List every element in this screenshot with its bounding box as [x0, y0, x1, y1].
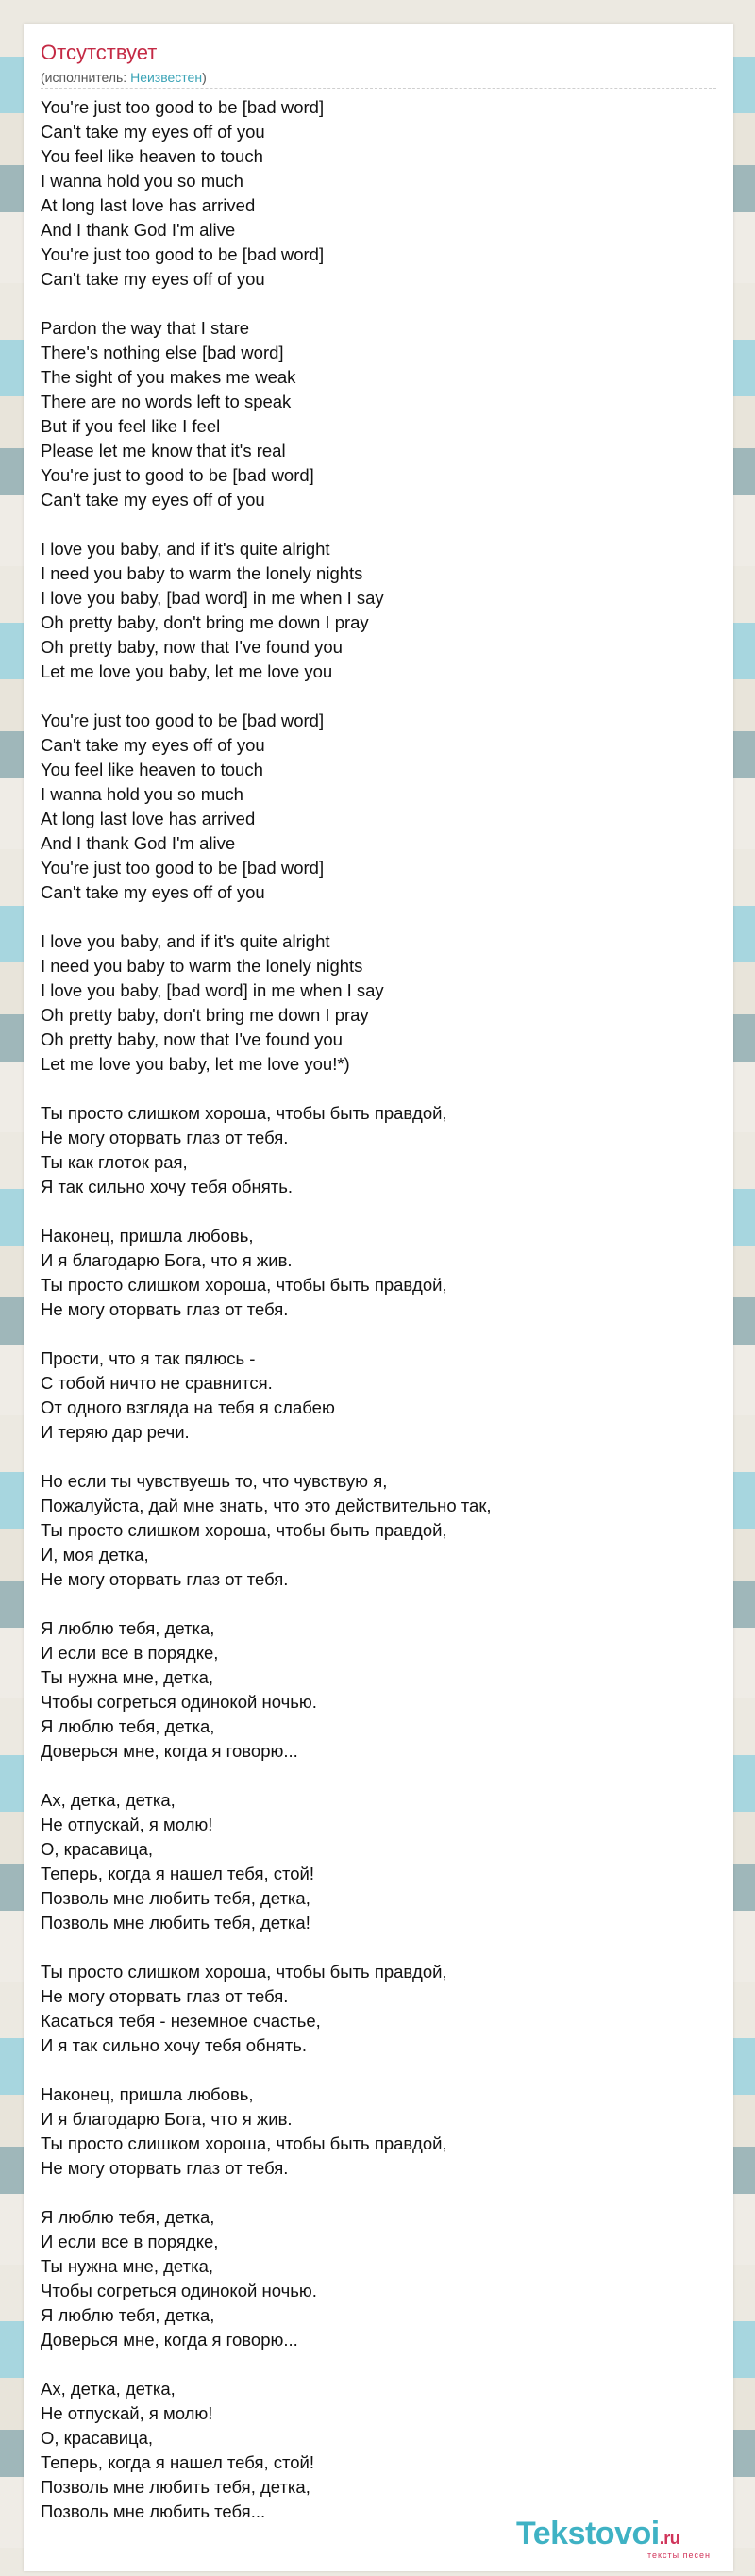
logo-tagline: тексты песен — [646, 2551, 711, 2560]
logo-main-text: Tekstovoi — [516, 2516, 660, 2551]
lyric-line: Ты просто слишком хороша, чтобы быть правдой, — [41, 1520, 447, 1540]
stanza-gap — [41, 1077, 716, 1101]
lyric-line: И если все в порядке, — [41, 2232, 219, 2251]
lyric-line: Чтобы согреться одинокой ночью. — [41, 1692, 317, 1712]
site-logo[interactable] — [516, 2515, 714, 2562]
stanza-gap — [41, 1592, 716, 1616]
lyric-line: Ты просто слишком хороша, чтобы быть правдой, — [41, 1962, 447, 1982]
artist-line — [41, 69, 207, 86]
lyric-line: Но если ты чувствуешь то, что чувствую я, — [41, 1471, 388, 1491]
stanza-gap — [41, 2058, 716, 2083]
stanza-gap — [41, 1764, 716, 1788]
lyric-line: Не могу оторвать глаз от тебя. — [41, 1569, 289, 1589]
song-title: Отсутствует — [41, 41, 158, 64]
lyric-line: Не могу оторвать глаз от тебя. — [41, 1299, 289, 1319]
lyric-line: Прости, что я так пялюсь - — [41, 1348, 256, 1368]
lyric-line: Can't take my eyes off of you — [41, 122, 265, 142]
stanza-gap — [41, 512, 716, 537]
lyric-line: Позволь мне любить тебя... — [41, 2501, 266, 2521]
lyric-line: О, красавица, — [41, 1839, 154, 1859]
lyric-line: Can't take my eyes off of you — [41, 735, 265, 755]
lyric-line: И я так сильно хочу тебя обнять. — [41, 2035, 308, 2055]
lyric-line: Can't take my eyes off of you — [41, 269, 265, 289]
lyric-line: But if you feel like I feel — [41, 416, 221, 436]
lyric-line: Я люблю тебя, детка, — [41, 2207, 215, 2227]
lyric-line: Oh pretty baby, don't bring me down I pray — [41, 1005, 369, 1025]
lyric-line: You feel like heaven to touch — [41, 760, 263, 779]
lyric-line: Ты просто слишком хороша, чтобы быть правдой, — [41, 2133, 447, 2153]
lyric-line: You're just too good to be [bad word] — [41, 97, 325, 117]
lyric-line: Теперь, когда я нашел тебя, стой! — [41, 2452, 315, 2472]
lyric-line: Oh pretty baby, now that I've found you — [41, 637, 343, 657]
lyric-line: Позволь мне любить тебя, детка! — [41, 1913, 310, 1932]
stanza-gap — [41, 905, 716, 929]
divider — [41, 88, 716, 89]
lyric-line: Please let me know that it's real — [41, 441, 286, 460]
lyric-line: Касаться тебя - неземное счастье, — [41, 2011, 321, 2031]
lyric-line: От одного взгляда на тебя я слабею — [41, 1397, 335, 1417]
lyric-line: I need you baby to warm the lonely nights — [41, 563, 363, 583]
lyric-line: Наконец, пришла любовь, — [41, 1226, 254, 1246]
lyric-line: Ты просто слишком хороша, чтобы быть правдой, — [41, 1103, 447, 1123]
stanza-gap — [41, 1199, 716, 1224]
lyric-line: Ты как глоток рая, — [41, 1152, 188, 1172]
lyric-line: Доверься мне, когда я говорю... — [41, 2330, 298, 2350]
artist-prefix: (исполнитель: — [41, 70, 131, 85]
logo-tld: .ru — [659, 2529, 680, 2548]
lyric-line: Позволь мне любить тебя, детка, — [41, 2477, 310, 2497]
lyric-line: Ах, детка, детка, — [41, 1790, 176, 1810]
lyric-line: Не отпускай, я молю! — [41, 1815, 213, 1834]
lyric-line: Не отпускай, я молю! — [41, 2403, 213, 2423]
lyric-line: Let me love you baby, let me love you!*) — [41, 1054, 350, 1074]
lyric-line: You're just too good to be [bad word] — [41, 858, 325, 878]
lyric-line: Can't take my eyes off of you — [41, 882, 265, 902]
lyric-line: And I thank God I'm alive — [41, 833, 236, 853]
lyric-line: I wanna hold you so much — [41, 784, 243, 804]
lyric-line: I need you baby to warm the lonely nights — [41, 956, 363, 976]
stanza-gap — [41, 292, 716, 316]
lyric-line: Ах, детка, детка, — [41, 2379, 176, 2399]
lyrics-text — [41, 95, 716, 2524]
lyric-line: At long last love has arrived — [41, 809, 256, 828]
lyric-line: Пожалуйста, дай мне знать, что это действительно так, — [41, 1496, 492, 1515]
lyric-line: There's nothing else [bad word] — [41, 343, 284, 362]
lyric-line: I wanna hold you so much — [41, 171, 243, 191]
lyric-line: You feel like heaven to touch — [41, 146, 263, 166]
lyric-line: Ты просто слишком хороша, чтобы быть правдой, — [41, 1275, 447, 1295]
lyric-line: Чтобы согреться одинокой ночью. — [41, 2281, 317, 2300]
lyric-line: There are no words left to speak — [41, 392, 292, 411]
lyric-line: С тобой ничто не сравнится. — [41, 1373, 273, 1393]
lyric-line: Не могу оторвать глаз от тебя. — [41, 1986, 289, 2006]
lyric-line: О, красавица, — [41, 2428, 154, 2448]
stanza-gap — [41, 1935, 716, 1960]
lyric-line: Can't take my eyes off of you — [41, 490, 265, 510]
lyric-line: I love you baby, [bad word] in me when I say — [41, 980, 384, 1000]
lyric-line: Я люблю тебя, детка, — [41, 1618, 215, 1638]
artist-link[interactable]: Неизвестен — [130, 70, 203, 85]
artist-suffix: ) — [202, 70, 207, 85]
lyric-line: И я благодарю Бога, что я жив. — [41, 1250, 293, 1270]
lyric-line: Ты нужна мне, детка, — [41, 1667, 213, 1687]
lyric-line: Теперь, когда я нашел тебя, стой! — [41, 1864, 315, 1883]
lyric-line: Позволь мне любить тебя, детка, — [41, 1888, 310, 1908]
lyric-line: And I thank God I'm alive — [41, 220, 236, 240]
lyric-line: Pardon the way that I stare — [41, 318, 250, 338]
lyric-line: Let me love you baby, let me love you — [41, 661, 333, 681]
lyric-line: Я так сильно хочу тебя обнять. — [41, 1177, 293, 1196]
lyric-line: The sight of you makes me weak — [41, 367, 296, 387]
lyric-line: You're just to good to be [bad word] — [41, 465, 314, 485]
stanza-gap — [41, 2181, 716, 2205]
lyric-line: Не могу оторвать глаз от тебя. — [41, 1128, 289, 1147]
lyric-line: Я люблю тебя, детка, — [41, 1716, 215, 1736]
stanza-gap — [41, 1445, 716, 1469]
lyric-line: Доверься мне, когда я говорю... — [41, 1741, 298, 1761]
stanza-gap — [41, 684, 716, 709]
lyric-line: И теряю дар речи. — [41, 1422, 190, 1442]
lyric-line: Наконец, пришла любовь, — [41, 2084, 254, 2104]
lyric-line: И я благодарю Бога, что я жив. — [41, 2109, 293, 2129]
lyric-line: И, моя детка, — [41, 1545, 149, 1564]
lyric-line: Не могу оторвать глаз от тебя. — [41, 2158, 289, 2178]
lyric-line: At long last love has arrived — [41, 195, 256, 215]
stanza-gap — [41, 2352, 716, 2377]
lyric-line: Oh pretty baby, now that I've found you — [41, 1029, 343, 1049]
lyric-line: You're just too good to be [bad word] — [41, 711, 325, 730]
lyric-line: И если все в порядке, — [41, 1643, 219, 1663]
lyric-line: Oh pretty baby, don't bring me down I pray — [41, 612, 369, 632]
lyric-line: You're just too good to be [bad word] — [41, 244, 325, 264]
lyric-line: I love you baby, and if it's quite alright — [41, 931, 330, 951]
lyric-line: Я люблю тебя, детка, — [41, 2305, 215, 2325]
stanza-gap — [41, 1322, 716, 1347]
lyric-line: I love you baby, [bad word] in me when I say — [41, 588, 384, 608]
lyrics-card — [24, 24, 733, 2571]
lyric-line: Ты нужна мне, детка, — [41, 2256, 213, 2276]
lyric-line: I love you baby, and if it's quite alright — [41, 539, 330, 559]
